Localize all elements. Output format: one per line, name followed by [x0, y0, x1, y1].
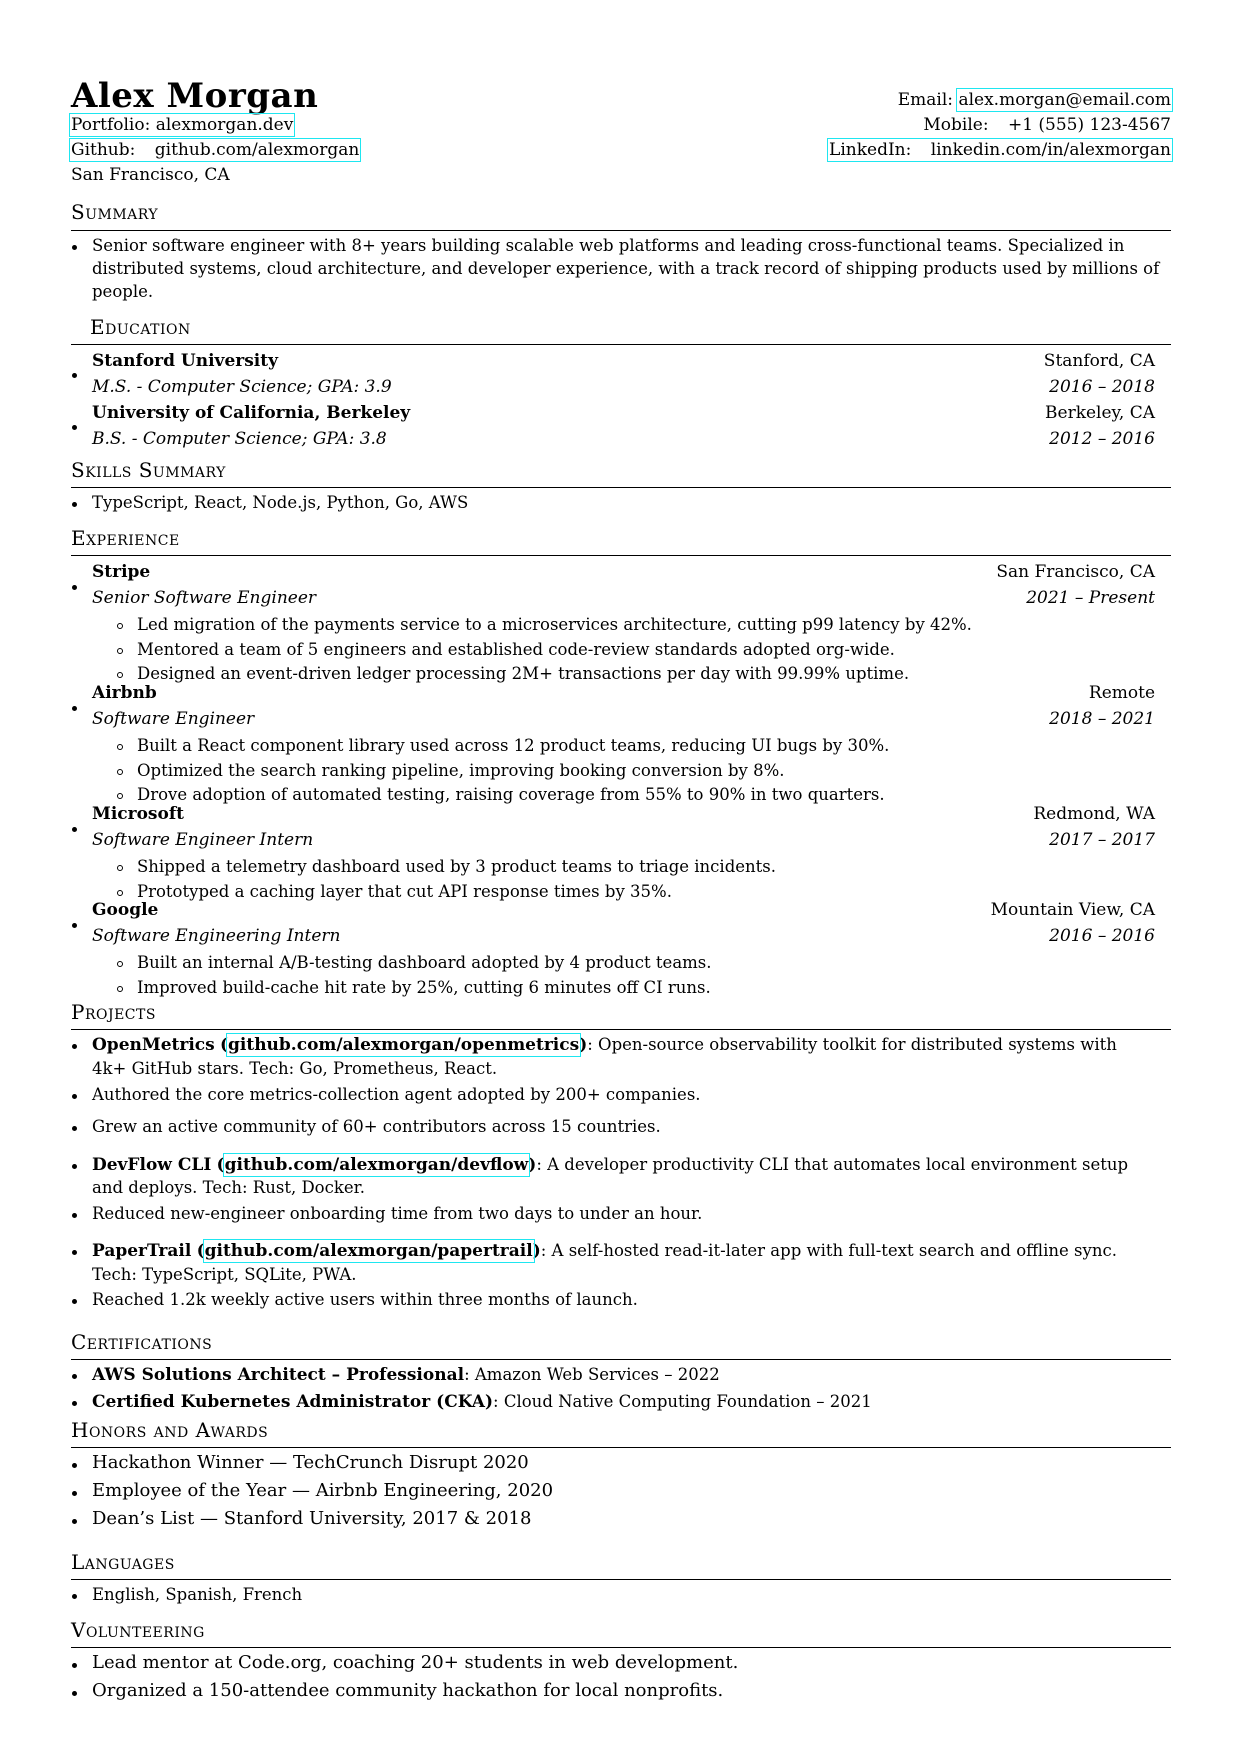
- company-name: Microsoft: [92, 804, 184, 824]
- job-location: Remote: [1088, 683, 1155, 703]
- job-location: Redmond, WA: [1033, 804, 1155, 824]
- project-bullet: Authored the core metrics-collection agent adopted by 200+ companies.: [92, 1085, 701, 1104]
- project-title-row: PaperTrail (github.com/alexmorgan/papertrail): A self-hosted read-it-later app with full-text search and offline sync.: [92, 1241, 1117, 1261]
- honor-item: Hackathon Winner — TechCrunch Disrupt 2020: [92, 1452, 529, 1473]
- location: San Francisco, CA: [71, 165, 230, 185]
- school-location: Stanford, CA: [1043, 351, 1155, 371]
- job-dates: 2016 – 2016: [1049, 926, 1155, 946]
- languages-heading: Languages: [71, 1550, 175, 1574]
- certifications-divider: [71, 1359, 1171, 1360]
- degree: B.S. - Computer Science; GPA: 3.8: [92, 429, 387, 449]
- bullet: [72, 1164, 77, 1169]
- bullet: [72, 1374, 77, 1379]
- project-bullet: Grew an active community of 60+ contributors across 15 countries.: [92, 1117, 661, 1136]
- job-location: Mountain View, CA: [990, 900, 1155, 920]
- summary-line: distributed systems, cloud architecture, and developer experience, with a track record of shipping products used by millions of: [92, 259, 1160, 278]
- school-name: University of California, Berkeley: [92, 403, 411, 423]
- email-label: Email:: [897, 90, 954, 110]
- company-name: Airbnb: [92, 683, 157, 703]
- bullet: [72, 1463, 77, 1468]
- bullet: [72, 1401, 77, 1406]
- project-desc: : Open-source observability toolkit for distributed systems with: [587, 1035, 1117, 1054]
- bullet: [72, 827, 77, 832]
- education-divider: [71, 344, 1171, 345]
- company-name: Google: [92, 900, 159, 920]
- projects-heading: Projects: [71, 1000, 156, 1024]
- job-dates: 2021 – Present: [1026, 588, 1155, 608]
- summary-heading: Summary: [71, 200, 159, 224]
- degree: M.S. - Computer Science; GPA: 3.9: [92, 377, 392, 397]
- honors-heading: Honors and Awards: [71, 1418, 269, 1442]
- skills-divider: [71, 487, 1171, 488]
- job-bullet: Built an internal A/B-testing dashboard adopted by 4 product teams.: [137, 953, 712, 972]
- project-desc: : A self-hosted read-it-later app with full-text search and offline sync.: [540, 1241, 1117, 1260]
- project-name: OpenMetrics: [92, 1035, 215, 1055]
- job-bullet: Led migration of the payments service to a microservices architecture, cutting p99 latency by 42%.: [137, 615, 972, 634]
- project-desc-cont: and deploys. Tech: Rust, Docker.: [92, 1178, 365, 1197]
- languages-text: English, Spanish, French: [92, 1585, 303, 1604]
- bullet: [72, 1213, 77, 1218]
- mobile-label: Mobile:: [923, 115, 989, 135]
- email-row: [898, 90, 1171, 110]
- experience-divider: [71, 555, 1171, 556]
- sub-bullet: [117, 986, 123, 992]
- project-title-row: OpenMetrics (github.com/alexmorgan/openmetrics): Open-source observability toolkit for distributed systems with: [92, 1035, 1117, 1055]
- project-desc-cont: Tech: TypeScript, SQLite, PWA.: [92, 1265, 357, 1284]
- education-dates: 2016 – 2018: [1049, 377, 1155, 397]
- bullet: [72, 585, 77, 590]
- bullet: [72, 502, 77, 507]
- project-name: PaperTrail: [92, 1241, 192, 1261]
- linkedin-value: linkedin.com/in/alexmorgan: [930, 140, 1171, 160]
- sub-bullet: [117, 961, 123, 967]
- candidate-name: Alex Morgan: [71, 76, 319, 116]
- summary-divider: [71, 230, 1171, 231]
- sub-bullet: [117, 793, 123, 799]
- bullet: [72, 1691, 77, 1696]
- job-bullet: Built a React component library used across 12 product teams, reducing UI bugs by 30%.: [137, 736, 890, 755]
- job-bullet: Improved build-cache hit rate by 25%, cutting 6 minutes off CI runs.: [137, 978, 711, 997]
- sub-bullet: [117, 672, 123, 678]
- sub-bullet: [117, 769, 123, 775]
- job-bullet: Prototyped a caching layer that cut API response times by 35%.: [137, 882, 672, 901]
- bullet: [72, 425, 77, 430]
- certification-issuer: : Cloud Native Computing Foundation – 2021: [493, 1392, 872, 1411]
- skills-text: TypeScript, React, Node.js, Python, Go, AWS: [92, 493, 469, 512]
- summary-line: Senior software engineer with 8+ years building scalable web platforms and leading cross-functional teams. Specialized in: [92, 236, 1125, 255]
- project-name: DevFlow CLI: [92, 1155, 212, 1175]
- sub-bullet: [117, 744, 123, 750]
- certifications-heading: Certifications: [71, 1330, 213, 1354]
- honor-item: Dean’s List — Stanford University, 2017 & 2018: [92, 1508, 532, 1529]
- school-name: Stanford University: [92, 351, 278, 371]
- company-name: Stripe: [92, 562, 151, 582]
- job-dates: 2018 – 2021: [1049, 709, 1155, 729]
- github-link[interactable]: [71, 140, 359, 160]
- sub-bullet: [117, 623, 123, 629]
- skills-heading: Skills Summary: [71, 458, 226, 482]
- job-location: San Francisco, CA: [996, 562, 1155, 582]
- project-link[interactable]: github.com/alexmorgan/openmetrics: [228, 1035, 580, 1055]
- bullet: [72, 1044, 77, 1049]
- linkedin-link[interactable]: [829, 140, 1171, 160]
- job-role: Software Engineering Intern: [92, 926, 341, 946]
- bullet: [72, 245, 77, 250]
- project-link[interactable]: github.com/alexmorgan/devflow: [224, 1155, 529, 1175]
- project-title-row: DevFlow CLI (github.com/alexmorgan/devflow): A developer productivity CLI that automates local environment setup: [92, 1155, 1129, 1175]
- school-location: Berkeley, CA: [1045, 403, 1155, 423]
- bullet: [72, 1250, 77, 1255]
- volunteer-item: Lead mentor at Code.org, coaching 20+ students in web development.: [92, 1652, 739, 1673]
- job-bullet: Optimized the search ranking pipeline, improving booking conversion by 8%.: [137, 761, 785, 780]
- projects-divider: [71, 1029, 1171, 1030]
- certification-issuer: : Amazon Web Services – 2022: [464, 1365, 720, 1384]
- bullet: [72, 1519, 77, 1524]
- project-desc-cont: 4k+ GitHub stars. Tech: Go, Prometheus, React.: [92, 1059, 498, 1078]
- mobile-row: [923, 115, 1171, 135]
- project-bullet: Reached 1.2k weekly active users within three months of launch.: [92, 1290, 638, 1309]
- portfolio-link[interactable]: [71, 115, 293, 135]
- portfolio-label: Portfolio:: [71, 115, 151, 135]
- bullet: [72, 1094, 77, 1099]
- bullet: [72, 1126, 77, 1131]
- job-bullet: Mentored a team of 5 engineers and established code-review standards adopted org-wide.: [137, 640, 895, 659]
- certification-name: AWS Solutions Architect – Professional: [92, 1365, 465, 1385]
- project-bullet: Reduced new-engineer onboarding time from two days to under an hour.: [92, 1204, 703, 1223]
- bullet: [72, 706, 77, 711]
- bullet: [72, 1491, 77, 1496]
- job-bullet: Drove adoption of automated testing, raising coverage from 55% to 90% in two quarters.: [137, 785, 885, 804]
- sub-bullet: [117, 865, 123, 871]
- project-desc: : A developer productivity CLI that automates local environment setup: [536, 1155, 1129, 1174]
- bullet: [72, 373, 77, 378]
- sub-bullet: [117, 648, 123, 654]
- linkedin-label: LinkedIn:: [829, 140, 912, 160]
- certification-name: Certified Kubernetes Administrator (CKA): [92, 1392, 494, 1412]
- github-value: github.com/alexmorgan: [154, 140, 360, 160]
- bullet: [72, 1594, 77, 1599]
- honor-item: Employee of the Year — Airbnb Engineering, 2020: [92, 1480, 554, 1501]
- languages-divider: [71, 1579, 1171, 1580]
- github-label: Github:: [71, 140, 136, 160]
- bullet: [72, 1299, 77, 1304]
- education-dates: 2012 – 2016: [1049, 429, 1155, 449]
- job-role: Software Engineer: [92, 709, 255, 729]
- certification-item: [92, 1392, 872, 1412]
- certification-item: [92, 1365, 720, 1385]
- portfolio-value: alexmorgan.dev: [155, 115, 294, 135]
- mobile-value: +1 (555) 123-4567: [1007, 115, 1171, 135]
- job-dates: 2017 – 2017: [1049, 830, 1155, 850]
- education-heading: Education: [90, 315, 191, 339]
- experience-heading: Experience: [71, 526, 180, 550]
- bullet: [72, 1663, 77, 1668]
- job-role: Senior Software Engineer: [92, 588, 317, 608]
- project-link[interactable]: github.com/alexmorgan/papertrail: [204, 1241, 533, 1261]
- job-bullet: Shipped a telemetry dashboard used by 3 product teams to triage incidents.: [137, 857, 776, 876]
- honors-divider: [71, 1447, 1171, 1448]
- email-link[interactable]: alex.morgan@email.com: [958, 90, 1171, 110]
- volunteering-heading: Volunteering: [71, 1618, 205, 1642]
- sub-bullet: [117, 890, 123, 896]
- volunteer-item: Organized a 150-attendee community hackathon for local nonprofits.: [92, 1680, 724, 1701]
- bullet: [72, 923, 77, 928]
- job-bullet: Designed an event-driven ledger processing 2M+ transactions per day with 99.99% uptime.: [137, 664, 910, 683]
- summary-line: people.: [92, 282, 154, 301]
- job-role: Software Engineer Intern: [92, 830, 314, 850]
- volunteering-divider: [71, 1647, 1171, 1648]
